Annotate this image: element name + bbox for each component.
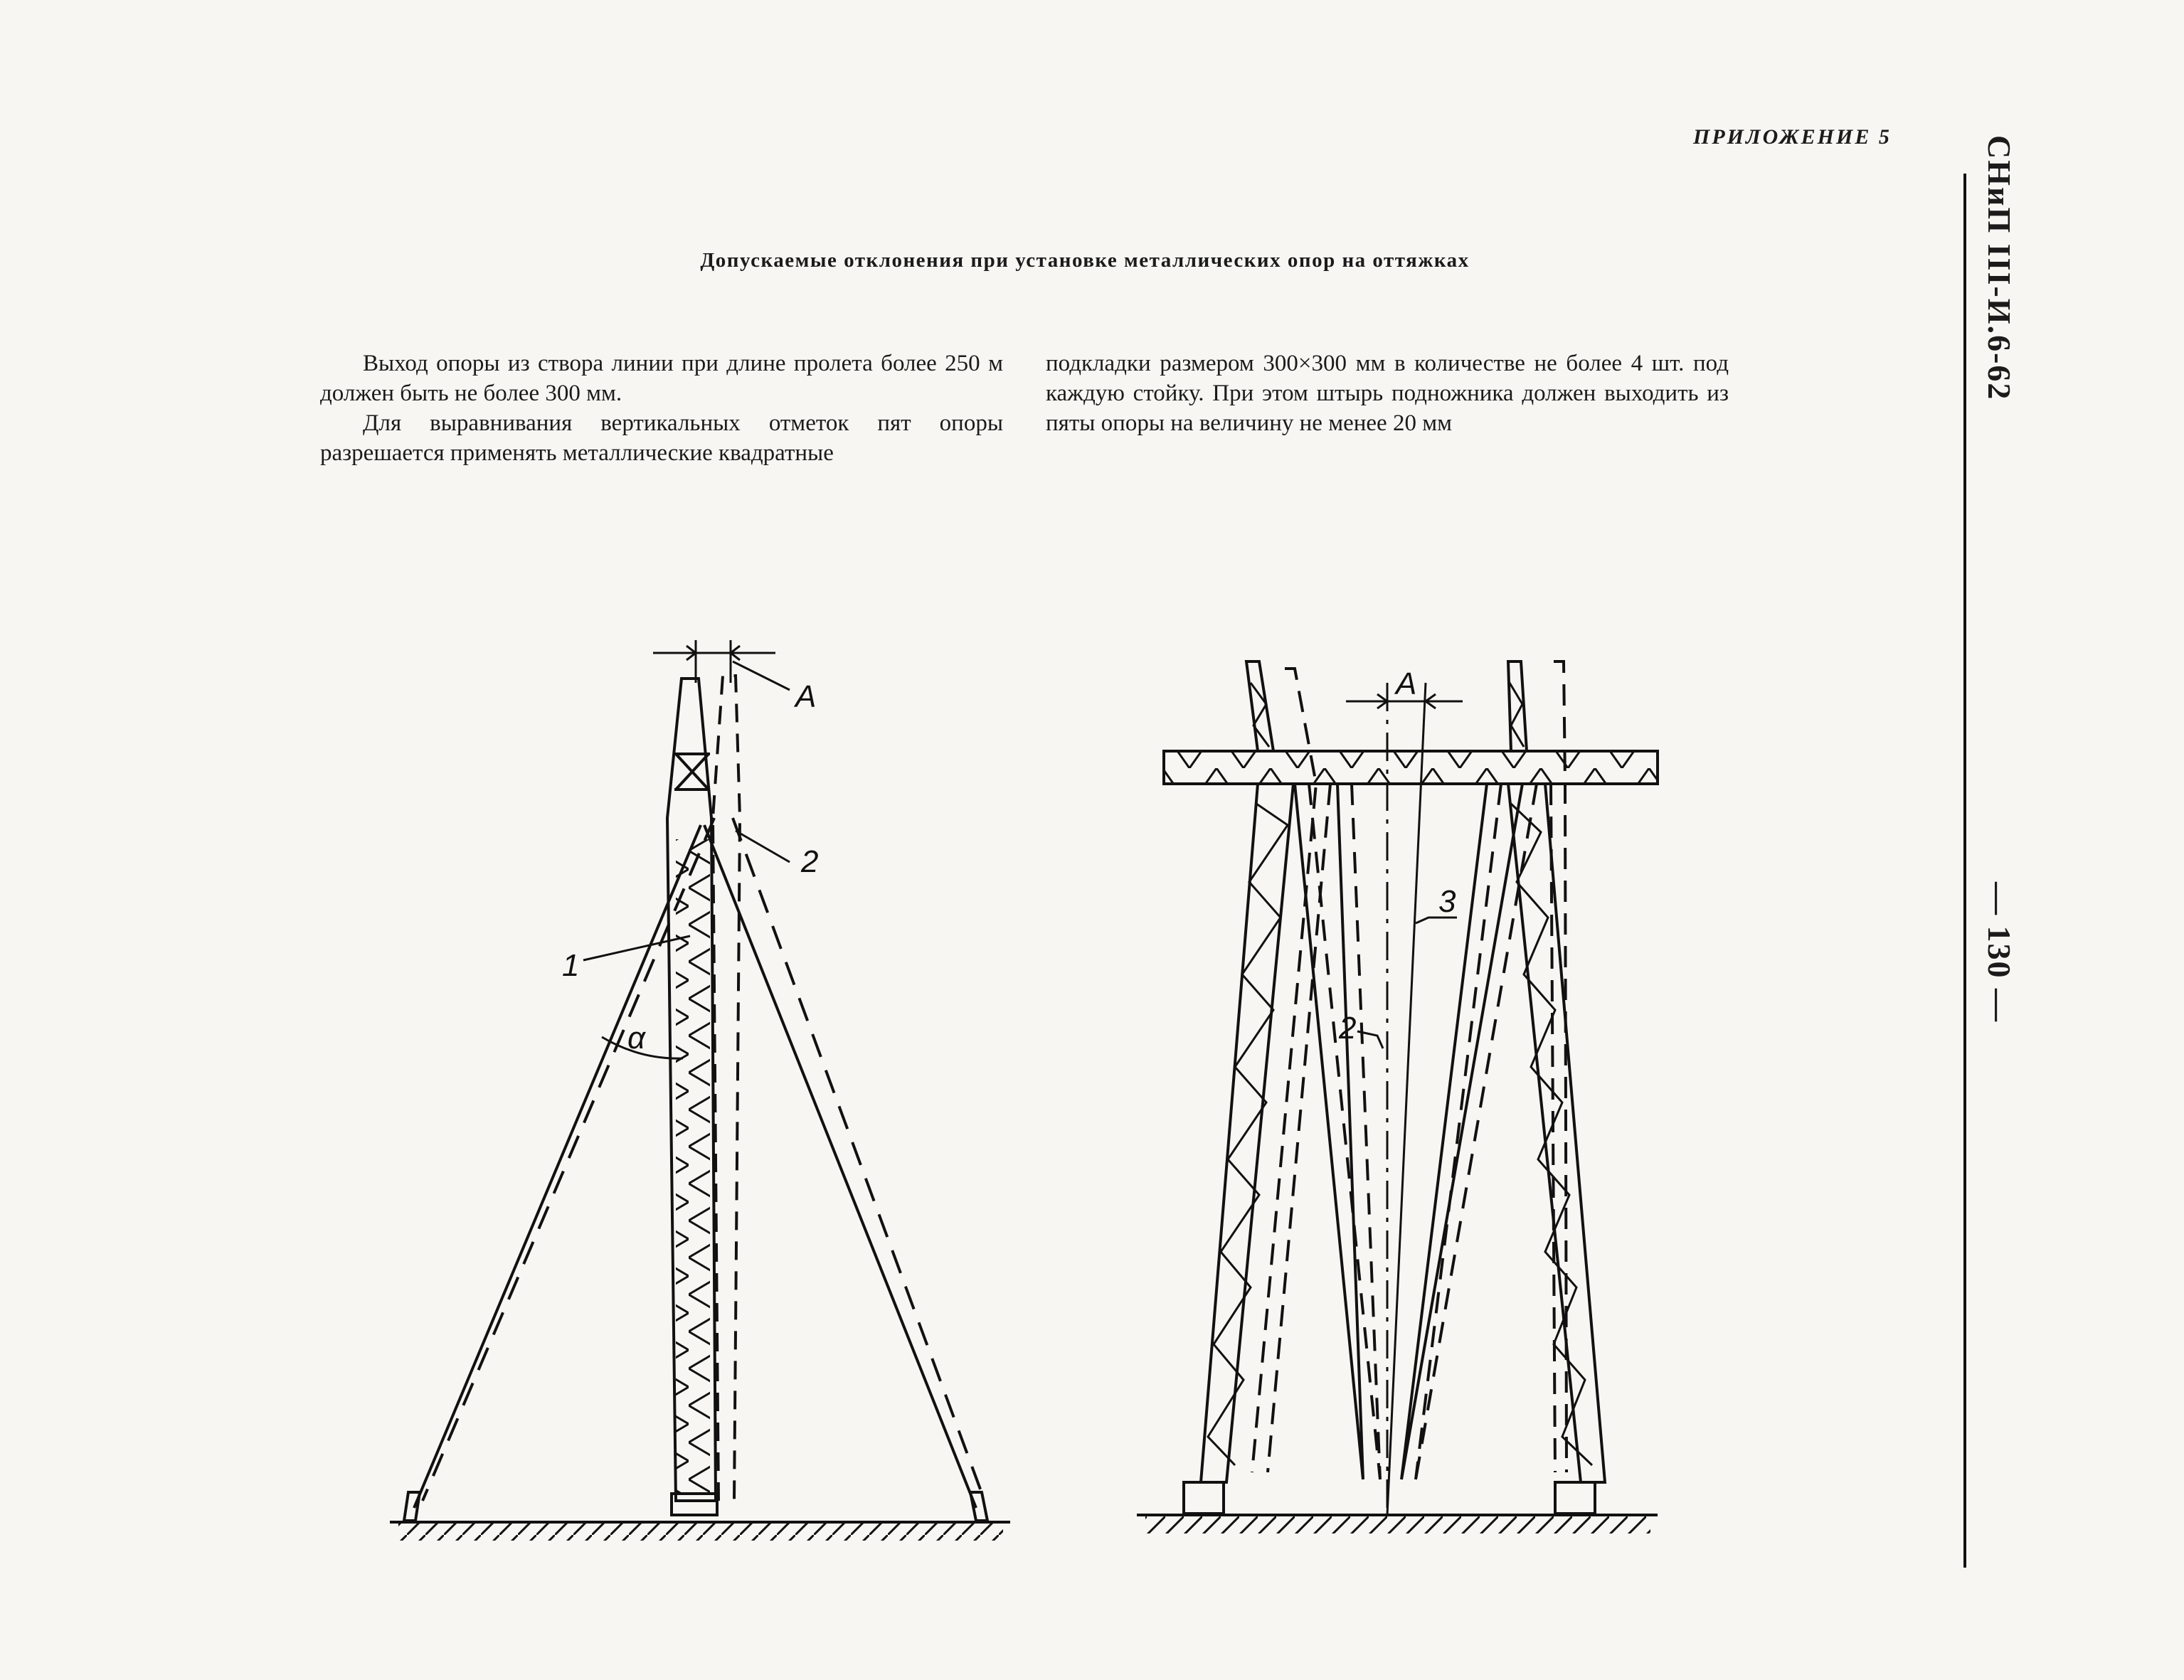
foot-right: [1555, 1482, 1595, 1514]
ground-hatching: [1145, 1515, 1650, 1533]
left-leg-outline: [1201, 784, 1293, 1482]
deflected-guy-right: [733, 818, 985, 1501]
document-code: СНиП III-И.6-62: [1981, 135, 2018, 401]
leader-line: [736, 831, 790, 862]
paragraph: Выход опоры из створа линии при длине пролета более 250 м должен быть не более 300 мм.: [320, 351, 1003, 406]
mast-base: [672, 1494, 717, 1515]
single-mast-tower-diagram: [390, 640, 1010, 1541]
item-label-1: 1: [562, 948, 580, 983]
angle-label: α: [627, 1021, 646, 1056]
dimension-label: A: [795, 679, 817, 714]
paragraph: подкладки размером 300×300 мм в количестве не более 4 шт. под каждую стойку. При этом штырь подножника должен выходить из пяты опоры на величину не менее 20 мм: [1046, 351, 1729, 436]
ground-hatching: [398, 1522, 1003, 1541]
left-leg-top: [1246, 661, 1273, 751]
guy-wires-dashed: [1309, 784, 1537, 1479]
guy-wire-left: [414, 825, 701, 1508]
leader-line: [733, 661, 790, 690]
dimension-label: A: [1396, 666, 1417, 701]
appendix-label: ПРИЛОЖЕНИЕ 5: [1693, 125, 1892, 149]
guy-wire-right: [704, 825, 976, 1508]
deflected-mast: [713, 676, 740, 1501]
foot-left: [1184, 1482, 1224, 1514]
paragraph: Для выравнивания вертикальных отметок пят опоры разрешается применять металлические квадратные: [320, 410, 1003, 466]
deflected-left-leg: [1252, 669, 1316, 1472]
crossbeam-lattice: [1164, 751, 1658, 784]
mast-top-cross: [674, 754, 710, 790]
page-number: — 130 —: [1981, 882, 2018, 1023]
item-label-2: 2: [801, 844, 819, 879]
axis-line-deflected: [1387, 683, 1426, 1515]
leader-line: [583, 936, 690, 960]
item-label-2: 2: [1339, 1011, 1357, 1046]
item-label-3: 3: [1438, 884, 1456, 919]
portal-tower-diagram: [1137, 661, 1658, 1533]
page-title: Допускаемые отклонения при установке металлических опор на оттяжках: [700, 249, 1470, 272]
